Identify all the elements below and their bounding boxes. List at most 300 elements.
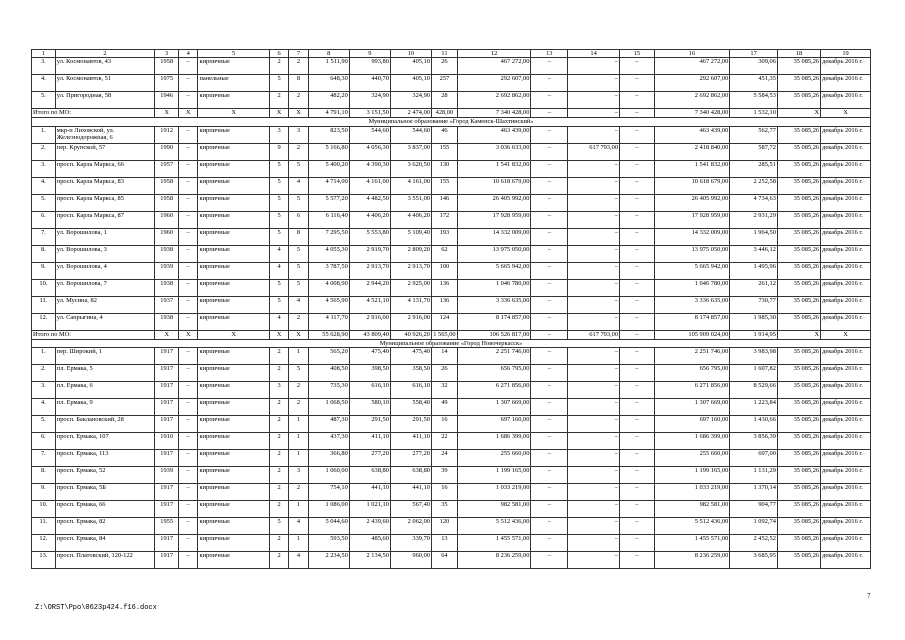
column-number: 16 bbox=[654, 50, 730, 58]
table-cell: 1 223,84 bbox=[730, 398, 778, 415]
table-cell: 4 734,63 bbox=[730, 194, 778, 211]
table-cell: 32 bbox=[431, 381, 457, 398]
table-cell: – bbox=[568, 347, 620, 364]
table-row bbox=[32, 228, 871, 245]
table-cell: – bbox=[620, 534, 655, 551]
table-cell: кирпичные bbox=[198, 245, 269, 262]
table-cell: – bbox=[179, 517, 198, 534]
table-cell: – bbox=[531, 160, 568, 177]
table-cell: 2 bbox=[269, 398, 288, 415]
table-cell: 155 bbox=[431, 143, 457, 160]
table-cell: – bbox=[531, 313, 568, 330]
table-cell: 5 553,80 bbox=[349, 228, 390, 245]
table-cell: 4 bbox=[269, 262, 288, 279]
table-cell: 4. bbox=[32, 177, 56, 194]
table-cell: 2 bbox=[269, 551, 288, 568]
table-cell: 4 714,00 bbox=[308, 177, 349, 194]
table-cell: 26 bbox=[431, 58, 457, 75]
table-cell: декабрь 2016 г. bbox=[821, 58, 871, 75]
table-cell: – bbox=[620, 160, 655, 177]
table-cell: 2 bbox=[269, 449, 288, 466]
table-cell: 35 085,26 bbox=[777, 415, 820, 432]
table-cell: X bbox=[777, 109, 820, 118]
table-cell: X bbox=[777, 330, 820, 339]
table-cell: 2 134,50 bbox=[349, 551, 390, 568]
table-cell: 616,10 bbox=[349, 381, 390, 398]
table-cell: 730,77 bbox=[730, 296, 778, 313]
table-cell: кирпичные bbox=[198, 194, 269, 211]
table-cell: 2 692 862,00 bbox=[457, 92, 531, 109]
table-cell: 366,80 bbox=[308, 449, 349, 466]
table-cell: – bbox=[179, 262, 198, 279]
table-cell: 35 085,26 bbox=[777, 160, 820, 177]
table-cell: – bbox=[568, 381, 620, 398]
table-cell: 485,60 bbox=[349, 534, 390, 551]
table-cell: 648,30 bbox=[308, 75, 349, 92]
table-cell: – bbox=[568, 551, 620, 568]
table-cell: 656 795,00 bbox=[654, 364, 730, 381]
table-cell: кирпичные bbox=[198, 211, 269, 228]
table-cell: 580,10 bbox=[349, 398, 390, 415]
table-cell: 120 bbox=[431, 517, 457, 534]
table-cell: 8 529,66 bbox=[730, 381, 778, 398]
table-cell: 5 512 436,00 bbox=[654, 517, 730, 534]
table-cell: 1 033 219,00 bbox=[457, 483, 531, 500]
table-cell: – bbox=[179, 466, 198, 483]
total-row bbox=[32, 330, 871, 339]
table-cell: 1917 bbox=[155, 415, 179, 432]
table-cell: – bbox=[531, 92, 568, 109]
table-cell: 638,80 bbox=[349, 466, 390, 483]
column-number: 1 bbox=[32, 50, 56, 58]
table-cell: 105 909 024,00 bbox=[654, 330, 730, 339]
table-cell: 1917 bbox=[155, 398, 179, 415]
table-cell: 562,77 bbox=[730, 126, 778, 143]
table-cell: 1 541 832,00 bbox=[654, 160, 730, 177]
table-cell: кирпичные bbox=[198, 381, 269, 398]
table-cell: 26 405 992,00 bbox=[654, 194, 730, 211]
table-cell: декабрь 2016 г. bbox=[821, 296, 871, 313]
table-cell: декабрь 2016 г. bbox=[821, 449, 871, 466]
table-cell: декабрь 2016 г. bbox=[821, 517, 871, 534]
table-cell: – bbox=[620, 449, 655, 466]
table-row bbox=[32, 398, 871, 415]
table-cell: 1957 bbox=[155, 160, 179, 177]
table-row bbox=[32, 92, 871, 109]
table-cell: 35 085,26 bbox=[777, 398, 820, 415]
table-cell: 4 008,90 bbox=[308, 279, 349, 296]
table-row bbox=[32, 211, 871, 228]
table-cell: – bbox=[620, 517, 655, 534]
table-cell: 2 bbox=[289, 381, 308, 398]
table-cell: 1939 bbox=[155, 466, 179, 483]
address-cell: пл. Ермака, 9 bbox=[55, 398, 154, 415]
table-cell: 5. bbox=[32, 415, 56, 432]
table-cell: 6. bbox=[32, 211, 56, 228]
table-cell: 261,12 bbox=[730, 279, 778, 296]
table-cell: 49 bbox=[431, 398, 457, 415]
table-cell: 13 975 050,00 bbox=[654, 245, 730, 262]
column-number-row bbox=[32, 50, 871, 58]
table-cell: 398,50 bbox=[349, 364, 390, 381]
table-cell: декабрь 2016 г. bbox=[821, 534, 871, 551]
table-cell: – bbox=[179, 415, 198, 432]
table-cell: – bbox=[568, 398, 620, 415]
table-cell: – bbox=[568, 109, 620, 118]
table-cell: 982 581,00 bbox=[457, 500, 531, 517]
table-cell: 257 bbox=[431, 75, 457, 92]
table-cell: 16 bbox=[431, 483, 457, 500]
table-cell: – bbox=[568, 432, 620, 449]
table-row bbox=[32, 415, 871, 432]
table-cell: – bbox=[620, 58, 655, 75]
table-cell: 64 bbox=[431, 551, 457, 568]
table-cell: 35 085,26 bbox=[777, 347, 820, 364]
table-cell: 4 bbox=[289, 517, 308, 534]
table-cell: 35 085,26 bbox=[777, 228, 820, 245]
table-cell: 5 bbox=[289, 160, 308, 177]
table-cell: – bbox=[179, 143, 198, 160]
table-cell: – bbox=[179, 398, 198, 415]
table-cell: декабрь 2016 г. bbox=[821, 75, 871, 92]
table-cell: 1939 bbox=[155, 262, 179, 279]
table-cell: декабрь 2016 г. bbox=[821, 211, 871, 228]
table-cell: – bbox=[179, 381, 198, 398]
table-cell: 2 bbox=[289, 483, 308, 500]
table-cell: 3 bbox=[289, 126, 308, 143]
table-cell: 2 bbox=[289, 143, 308, 160]
table-cell: – bbox=[531, 109, 568, 118]
table-cell: – bbox=[620, 75, 655, 92]
table-cell: 4 bbox=[289, 551, 308, 568]
table-cell: 5 bbox=[269, 211, 288, 228]
table-cell: 130 bbox=[431, 160, 457, 177]
table-cell: – bbox=[568, 160, 620, 177]
table-cell: 617 793,00 bbox=[568, 143, 620, 160]
table-cell: 40 926,20 bbox=[390, 330, 431, 339]
address-cell: просп. Ермака, 113 bbox=[55, 449, 154, 466]
column-number: 19 bbox=[821, 50, 871, 58]
table-cell: 35 bbox=[431, 500, 457, 517]
table-cell: декабрь 2016 г. bbox=[821, 92, 871, 109]
table-cell: – bbox=[531, 262, 568, 279]
table-cell: 1 199 165,00 bbox=[457, 466, 531, 483]
table-cell: – bbox=[179, 228, 198, 245]
table-cell: 1 bbox=[289, 449, 308, 466]
table-cell: – bbox=[620, 126, 655, 143]
table-cell: – bbox=[620, 398, 655, 415]
address-cell: ул. Мусина, 82 bbox=[55, 296, 154, 313]
table-cell: – bbox=[531, 194, 568, 211]
table-cell: 6 bbox=[289, 211, 308, 228]
table-cell: 1955 bbox=[155, 517, 179, 534]
table-cell: 2 bbox=[269, 500, 288, 517]
table-cell: – bbox=[568, 126, 620, 143]
table-cell: – bbox=[620, 347, 655, 364]
total-row bbox=[32, 109, 871, 118]
address-cell: ул. Ворошилова, 3 bbox=[55, 245, 154, 262]
table-cell: – bbox=[531, 449, 568, 466]
table-cell: 358,50 bbox=[390, 364, 431, 381]
table-cell: 9 bbox=[269, 143, 288, 160]
table-cell: 1 307 669,00 bbox=[457, 398, 531, 415]
table-cell: 8. bbox=[32, 466, 56, 483]
table-cell: – bbox=[568, 228, 620, 245]
table-cell: 35 085,26 bbox=[777, 262, 820, 279]
table-cell: 24 bbox=[431, 449, 457, 466]
table-cell: X bbox=[198, 109, 269, 118]
table-cell: 2 bbox=[289, 398, 308, 415]
table-cell: 35 085,26 bbox=[777, 551, 820, 568]
table-cell: 4 406,20 bbox=[349, 211, 390, 228]
table-cell: 136 bbox=[431, 296, 457, 313]
table-cell: 904,77 bbox=[730, 500, 778, 517]
table-cell: 697,00 bbox=[730, 449, 778, 466]
table-cell: 14 332 009,00 bbox=[457, 228, 531, 245]
table-cell: кирпичные bbox=[198, 364, 269, 381]
table-cell: 1 370,14 bbox=[730, 483, 778, 500]
table-cell: – bbox=[568, 194, 620, 211]
table-row bbox=[32, 296, 871, 313]
table-cell: 2 809,20 bbox=[390, 245, 431, 262]
table-cell: 1 607,82 bbox=[730, 364, 778, 381]
table-cell: 593,50 bbox=[308, 534, 349, 551]
table-cell: 8 bbox=[289, 75, 308, 92]
table-row bbox=[32, 551, 871, 568]
address-cell: ул. Космонавтов, 51 bbox=[55, 75, 154, 92]
table-cell: 3 036 633,00 bbox=[457, 143, 531, 160]
table-cell: 35 085,26 bbox=[777, 432, 820, 449]
table-row bbox=[32, 534, 871, 551]
table-cell: 2 bbox=[269, 466, 288, 483]
table-cell: 3 bbox=[269, 381, 288, 398]
table-cell: 35 085,26 bbox=[777, 75, 820, 92]
table-cell: декабрь 2016 г. bbox=[821, 500, 871, 517]
table-cell: 8 bbox=[289, 228, 308, 245]
table-cell: декабрь 2016 г. bbox=[821, 415, 871, 432]
table-cell: – bbox=[179, 483, 198, 500]
table-row bbox=[32, 262, 871, 279]
table-cell: кирпичные bbox=[198, 279, 269, 296]
column-number: 17 bbox=[730, 50, 778, 58]
table-cell: 124 bbox=[431, 313, 457, 330]
table-cell: 10 618 679,00 bbox=[654, 177, 730, 194]
table-row bbox=[32, 432, 871, 449]
table-cell: – bbox=[568, 58, 620, 75]
table-cell: 6 271 856,00 bbox=[457, 381, 531, 398]
table-row bbox=[32, 466, 871, 483]
table-cell: декабрь 2016 г. bbox=[821, 432, 871, 449]
table-cell: 1 964,50 bbox=[730, 228, 778, 245]
table-cell: 6. bbox=[32, 432, 56, 449]
table-cell: – bbox=[620, 194, 655, 211]
table-cell: 1 455 571,00 bbox=[654, 534, 730, 551]
table-cell: – bbox=[531, 296, 568, 313]
table-cell: 35 085,26 bbox=[777, 211, 820, 228]
table-cell: 4 390,30 bbox=[349, 160, 390, 177]
table-cell: – bbox=[620, 211, 655, 228]
table-cell: 4 482,50 bbox=[349, 194, 390, 211]
section-title: Муниципальное образование «Город Новочеркасск» bbox=[32, 339, 871, 347]
column-number: 10 bbox=[390, 50, 431, 58]
table-cell: 440,70 bbox=[349, 75, 390, 92]
table-cell: 451,35 bbox=[730, 75, 778, 92]
table-cell: 2 913,70 bbox=[390, 262, 431, 279]
table-cell: – bbox=[179, 177, 198, 194]
table-cell: – bbox=[568, 177, 620, 194]
table-cell: 4. bbox=[32, 398, 56, 415]
table-cell: 26 bbox=[431, 364, 457, 381]
column-number: 3 bbox=[155, 50, 179, 58]
table-cell: 35 085,26 bbox=[777, 92, 820, 109]
table-cell: X bbox=[155, 330, 179, 339]
table-cell: 35 085,26 bbox=[777, 177, 820, 194]
table-cell: кирпичные bbox=[198, 398, 269, 415]
table-cell: 1910 bbox=[155, 432, 179, 449]
table-cell: 2 913,70 bbox=[349, 262, 390, 279]
table-cell: 4 791,10 bbox=[308, 109, 349, 118]
table-row bbox=[32, 245, 871, 262]
table-cell: 1960 bbox=[155, 228, 179, 245]
table-cell: – bbox=[620, 279, 655, 296]
table-cell: 982 581,00 bbox=[654, 500, 730, 517]
table-cell: декабрь 2016 г. bbox=[821, 551, 871, 568]
column-number: 2 bbox=[55, 50, 154, 58]
table-cell: – bbox=[620, 228, 655, 245]
table-cell: 100 bbox=[431, 262, 457, 279]
table-cell: 5 584,53 bbox=[730, 92, 778, 109]
table-cell: 2 234,50 bbox=[308, 551, 349, 568]
table-cell: 5. bbox=[32, 92, 56, 109]
table-cell: 277,20 bbox=[390, 449, 431, 466]
table-cell: 638,80 bbox=[390, 466, 431, 483]
table-cell: 7 340 428,00 bbox=[457, 109, 531, 118]
table-cell: 35 085,26 bbox=[777, 143, 820, 160]
table-cell: кирпичные bbox=[198, 313, 269, 330]
table-cell: 616,10 bbox=[390, 381, 431, 398]
table-cell: 3 151,50 bbox=[349, 109, 390, 118]
table-cell: 2 931,29 bbox=[730, 211, 778, 228]
table-cell: кирпичные bbox=[198, 500, 269, 517]
table-cell: 475,40 bbox=[390, 347, 431, 364]
table-cell: – bbox=[620, 245, 655, 262]
table-cell: 1990 bbox=[155, 143, 179, 160]
table-cell: 428,00 bbox=[431, 109, 457, 118]
table-cell: 17 928 959,00 bbox=[654, 211, 730, 228]
table-cell: 463 439,00 bbox=[457, 126, 531, 143]
address-cell: просп. Карла Маркса, 85 bbox=[55, 194, 154, 211]
table-cell: – bbox=[531, 517, 568, 534]
table-cell: 3 685,95 bbox=[730, 551, 778, 568]
column-number: 5 bbox=[198, 50, 269, 58]
table-cell: 544,60 bbox=[349, 126, 390, 143]
table-cell: 2 bbox=[269, 347, 288, 364]
table-cell: 2 418 840,00 bbox=[654, 143, 730, 160]
address-cell: пл. Ермака, 5 bbox=[55, 364, 154, 381]
table-cell: 2 439,60 bbox=[349, 517, 390, 534]
table-cell: кирпичные bbox=[198, 517, 269, 534]
table-cell: 35 085,26 bbox=[777, 483, 820, 500]
table-cell: 1 033 219,00 bbox=[654, 483, 730, 500]
table-cell: – bbox=[179, 194, 198, 211]
table-cell: 3 787,50 bbox=[308, 262, 349, 279]
table-cell: 1. bbox=[32, 347, 56, 364]
table-cell: 697 160,00 bbox=[457, 415, 531, 432]
table-cell: 4 bbox=[269, 313, 288, 330]
table-cell: 2. bbox=[32, 364, 56, 381]
table-cell: 9. bbox=[32, 483, 56, 500]
table-cell: 2 062,00 bbox=[390, 517, 431, 534]
table-row bbox=[32, 194, 871, 211]
table-cell: 5 044,60 bbox=[308, 517, 349, 534]
table-cell: – bbox=[179, 449, 198, 466]
table-cell: 1917 bbox=[155, 483, 179, 500]
address-cell: просп. Ермака, 5Б bbox=[55, 483, 154, 500]
table-cell: 35 085,26 bbox=[777, 449, 820, 466]
table-cell: кирпичные bbox=[198, 92, 269, 109]
table-cell: 437,30 bbox=[308, 432, 349, 449]
table-cell: 5 bbox=[289, 194, 308, 211]
table-cell: 2 bbox=[269, 92, 288, 109]
column-number: 4 bbox=[179, 50, 198, 58]
address-cell: ул. Ворошилова, 7 bbox=[55, 279, 154, 296]
table-cell: 35 085,26 bbox=[777, 313, 820, 330]
table-cell: 1 046 780,00 bbox=[654, 279, 730, 296]
table-cell: декабрь 2016 г. bbox=[821, 381, 871, 398]
table-cell: 292 607,00 bbox=[654, 75, 730, 92]
table-cell: 4 161,00 bbox=[349, 177, 390, 194]
table-cell: 1917 bbox=[155, 449, 179, 466]
table-cell: 35 085,26 bbox=[777, 517, 820, 534]
table-cell: 11. bbox=[32, 517, 56, 534]
table-cell: 4 521,10 bbox=[349, 296, 390, 313]
table-cell: 1 021,10 bbox=[349, 500, 390, 517]
table-cell: 1 092,74 bbox=[730, 517, 778, 534]
table-cell: кирпичные bbox=[198, 483, 269, 500]
table-cell: 2 251 746,00 bbox=[654, 347, 730, 364]
table-cell: 14 bbox=[431, 347, 457, 364]
column-number: 14 bbox=[568, 50, 620, 58]
table-cell: кирпичные bbox=[198, 534, 269, 551]
table-cell: – bbox=[531, 415, 568, 432]
table-cell: 4 117,70 bbox=[308, 313, 349, 330]
table-cell: декабрь 2016 г. bbox=[821, 347, 871, 364]
table-cell: 656 795,00 bbox=[457, 364, 531, 381]
table-cell: кирпичные bbox=[198, 228, 269, 245]
table-row bbox=[32, 177, 871, 194]
table-cell: – bbox=[179, 160, 198, 177]
address-cell: просп. Ермака, 82 bbox=[55, 517, 154, 534]
table-cell: 35 085,26 bbox=[777, 364, 820, 381]
address-cell: ул. Ворошилова, 1 bbox=[55, 228, 154, 245]
table-cell: 55 628,90 bbox=[308, 330, 349, 339]
table-cell: 5 bbox=[289, 262, 308, 279]
table-cell: 1 307 669,00 bbox=[654, 398, 730, 415]
table-cell: 3 bbox=[289, 466, 308, 483]
table-cell: 8 174 857,00 bbox=[457, 313, 531, 330]
table-cell: 1958 bbox=[155, 177, 179, 194]
address-cell: просп. Карла Маркса, 87 bbox=[55, 211, 154, 228]
column-number: 11 bbox=[431, 50, 457, 58]
table-cell: 2 bbox=[269, 534, 288, 551]
table-cell: декабрь 2016 г. bbox=[821, 279, 871, 296]
table-cell: 467 272,00 bbox=[457, 58, 531, 75]
table-cell: – bbox=[179, 279, 198, 296]
table-cell: – bbox=[568, 483, 620, 500]
table-cell: 1958 bbox=[155, 58, 179, 75]
table-cell: кирпичные bbox=[198, 58, 269, 75]
table-cell: 35 085,26 bbox=[777, 126, 820, 143]
